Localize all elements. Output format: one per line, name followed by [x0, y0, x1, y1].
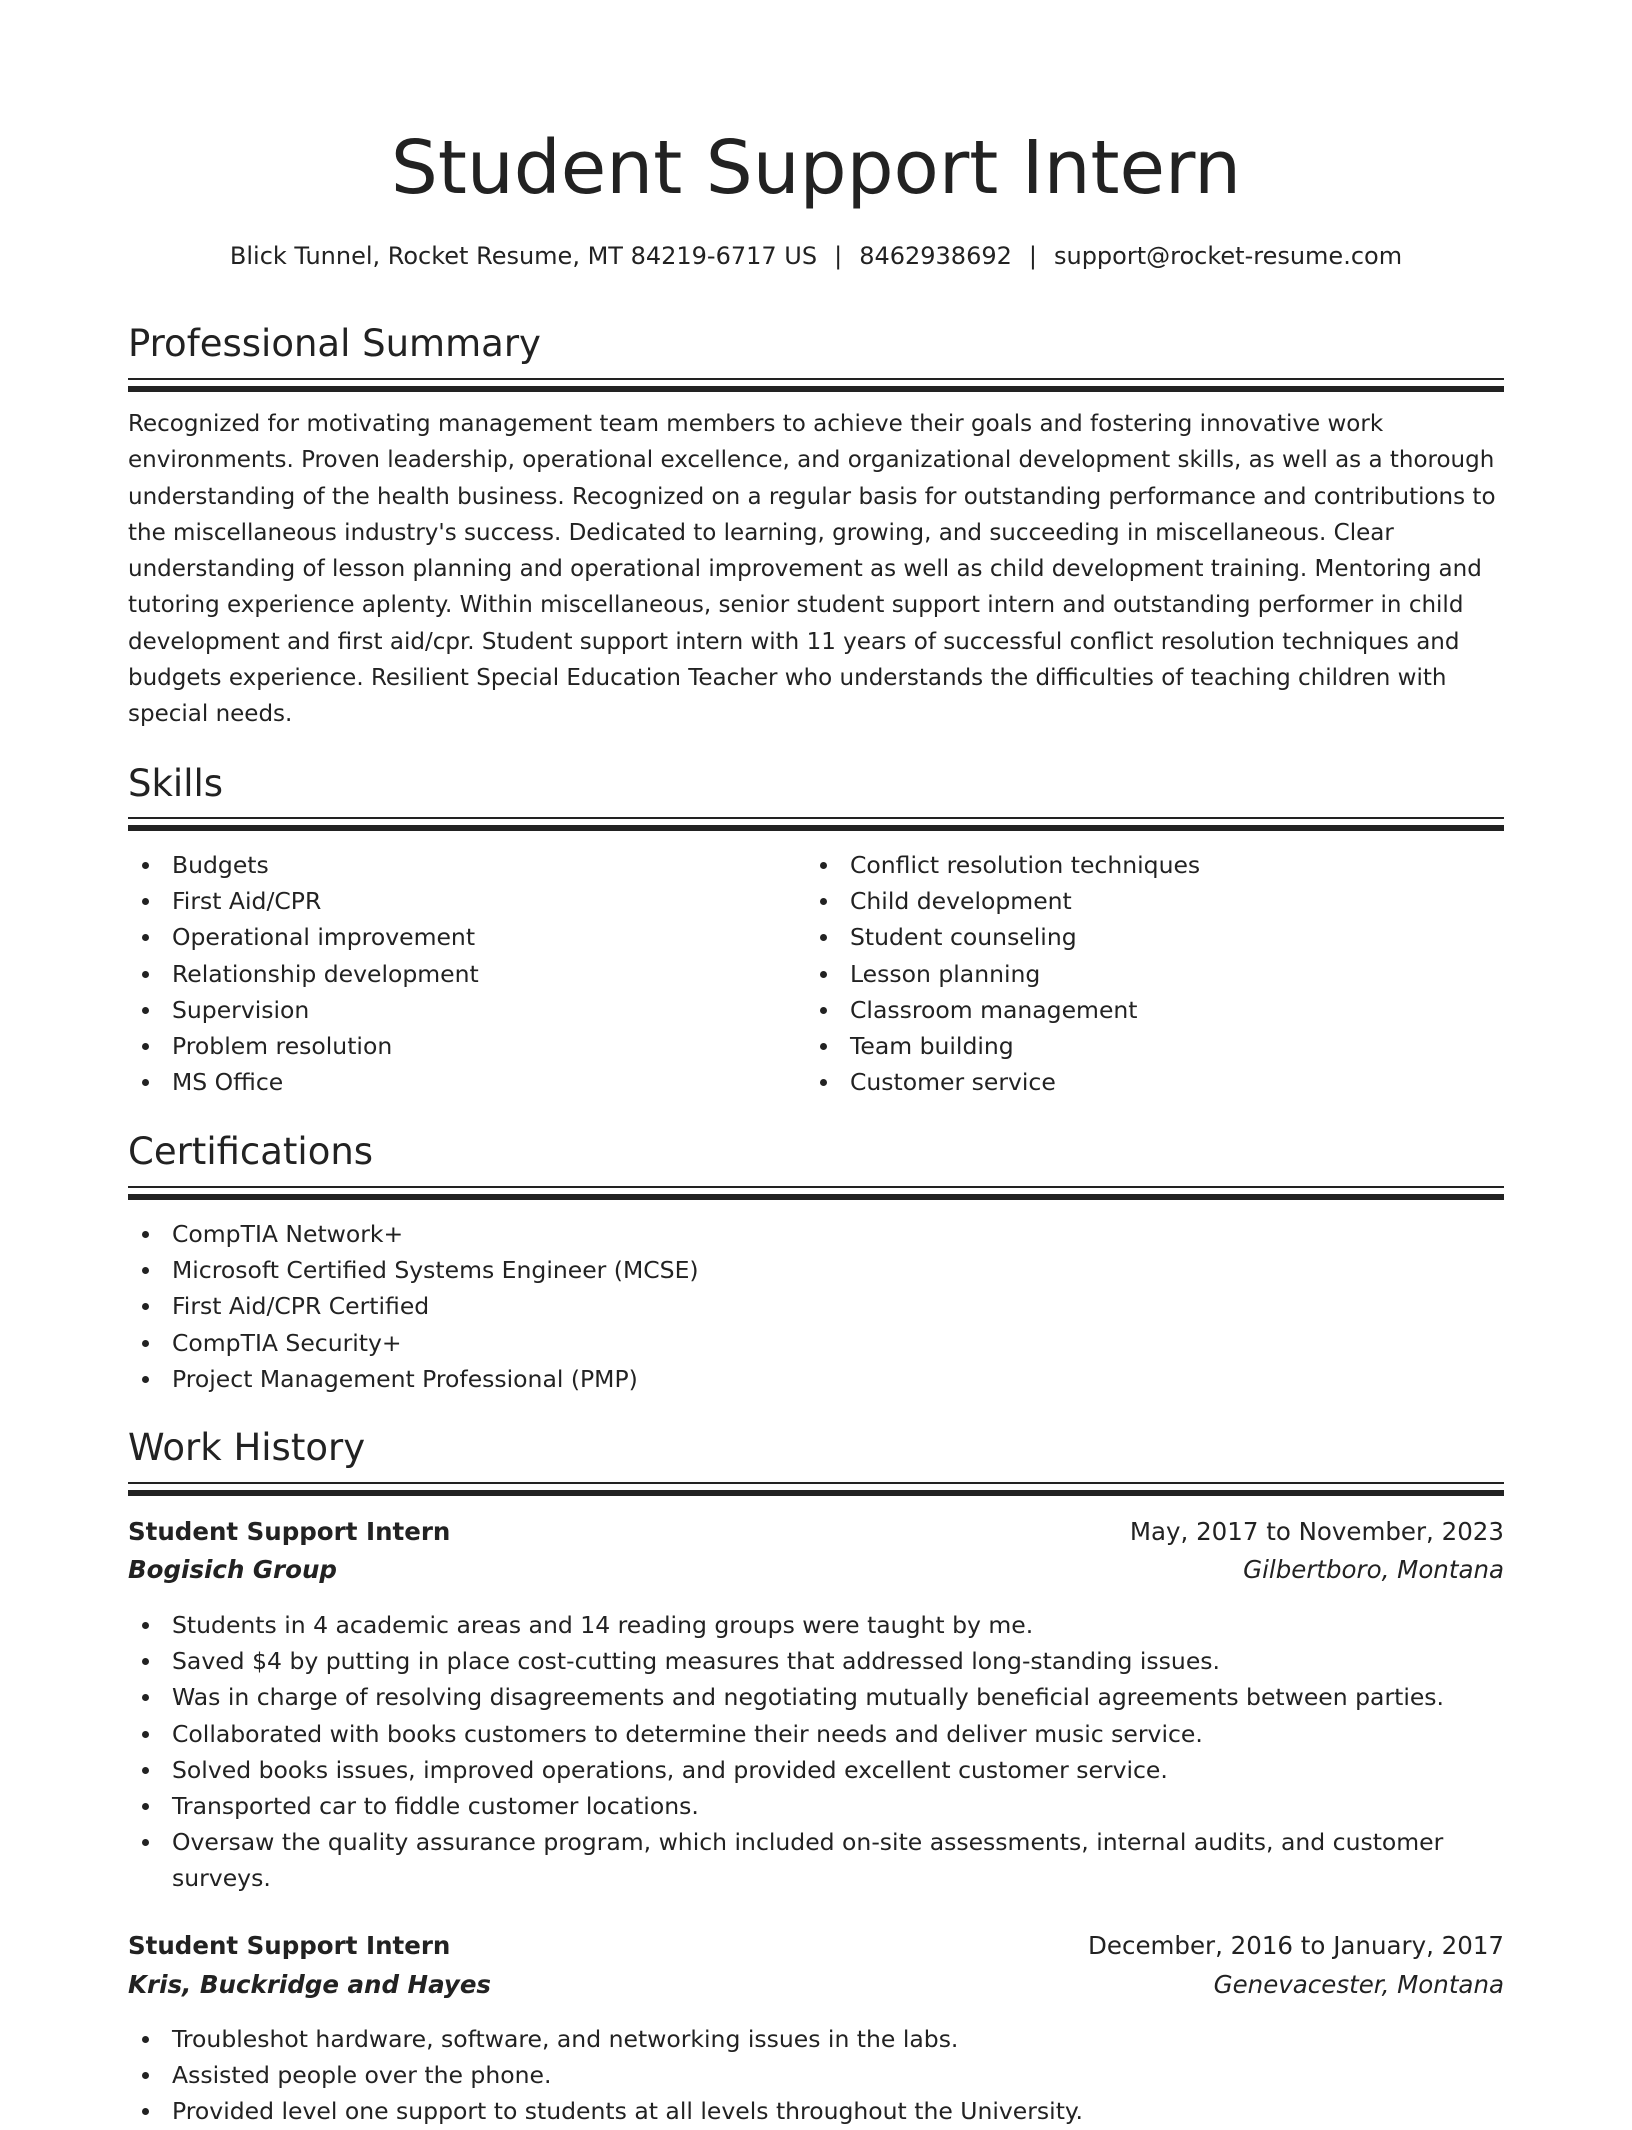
skill-item: Problem resolution	[128, 1028, 788, 1064]
certifications-section-header	[128, 1127, 1504, 1177]
work-history-heading: Work History	[128, 1426, 366, 1469]
job-title: Student Support Intern	[128, 1517, 451, 1546]
section-divider	[128, 1194, 1504, 1200]
job-duty: Collaborated with books customers to determine their needs and deliver music service.	[128, 1716, 1504, 1752]
summary-section-header	[128, 319, 1504, 369]
contact-line	[128, 238, 1504, 274]
skill-item: Supervision	[128, 992, 788, 1028]
job-duty: Was in charge of resolving disagreements and negotiating mutually beneficial agreements between parties.	[128, 1679, 1504, 1715]
job-duty: Provided level one support to students at all levels throughout the University.	[128, 2093, 1504, 2129]
job-company-row	[128, 1551, 1504, 1589]
skill-item: Operational improvement	[128, 919, 788, 955]
job-duty: Students in 4 academic areas and 14 reading groups were taught by me.	[128, 1607, 1504, 1643]
job-company-row	[128, 1966, 1504, 2004]
job-company: Bogisich Group	[128, 1555, 337, 1584]
contact-separator: |	[834, 242, 843, 270]
job-dates: December, 2016 to January, 2017	[1088, 1931, 1504, 1960]
job-dates: May, 2017 to November, 2023	[1129, 1517, 1504, 1546]
job-duty: Solved books issues, improved operations, and provided excellent customer service.	[128, 1752, 1504, 1788]
job-duty: Transported car to fiddle customer locations.	[128, 1788, 1504, 1824]
section-divider	[128, 1186, 1504, 1188]
skill-item: Conflict resolution techniques	[806, 847, 1466, 883]
contact-address: Blick Tunnel, Rocket Resume, MT 84219-6717 US	[229, 242, 818, 270]
certification-item: Project Management Professional (PMP)	[128, 1361, 1504, 1397]
skill-item: Budgets	[128, 847, 788, 883]
job-duties-list	[128, 2021, 1504, 2130]
job-title-row	[128, 1927, 1504, 1965]
skill-item: Lesson planning	[806, 956, 1466, 992]
resume-title: Student Support Intern	[390, 125, 1242, 211]
summary-heading: Professional Summary	[128, 322, 541, 365]
skill-item: Student counseling	[806, 919, 1466, 955]
certifications-heading: Certifications	[128, 1130, 374, 1173]
section-divider	[128, 378, 1504, 380]
contact-phone[interactable]: 8462938692	[859, 242, 1012, 270]
certification-item: Microsoft Certified Systems Engineer (MCSE)	[128, 1252, 1504, 1288]
job-duty: Oversaw the quality assurance program, which included on-site assessments, internal audits, and customer surveys.	[128, 1824, 1504, 1896]
certifications-list	[128, 1216, 1504, 1397]
skill-item: Classroom management	[806, 992, 1466, 1028]
section-divider	[128, 825, 1504, 831]
job-title-row	[128, 1513, 1504, 1551]
section-divider	[128, 817, 1504, 819]
section-divider	[128, 1482, 1504, 1484]
summary-text: Recognized for motivating management team members to achieve their goals and fostering innovative work environments. Proven leadership, operational excellence, and organizational development skills, as well as a thorough understanding of the health business. Recognized on a regular basis for outstanding performance and contributions to the miscellaneous industry's success. Dedicated to learning, growing, and succeeding in miscellaneous. Clear understanding of lesson planning and operational improvement as well as child development training. Mentoring and tutoring experience aplenty. Within miscellaneous, senior student support intern and outstanding performer in child development and first aid/cpr. Student support intern with 11 years of successful conflict resolution techniques and budgets experience. Resilient Special Education Teacher who understands the difficulties of teaching children with special needs.	[128, 411, 1496, 728]
skill-item: Relationship development	[128, 956, 788, 992]
section-divider	[128, 386, 1504, 392]
certification-item: CompTIA Network+	[128, 1216, 1504, 1252]
job-duty: Assisted people over the phone.	[128, 2057, 1504, 2093]
job-title: Student Support Intern	[128, 1931, 451, 1960]
skills-list-right	[806, 847, 1466, 1100]
skill-item: Team building	[806, 1028, 1466, 1064]
skill-item: First Aid/CPR	[128, 883, 788, 919]
job-location: Genevacester, Montana	[1213, 1970, 1504, 1999]
skill-item: Customer service	[806, 1064, 1466, 1100]
skills-heading: Skills	[128, 762, 224, 805]
contact-email[interactable]: support@rocket-resume.com	[1053, 242, 1403, 270]
skills-list-left	[128, 847, 788, 1100]
skill-item: Child development	[806, 883, 1466, 919]
certification-item: CompTIA Security+	[128, 1325, 1504, 1361]
work-history-section-header	[128, 1423, 1504, 1473]
job-duty: Troubleshot hardware, software, and networking issues in the labs.	[128, 2021, 1504, 2057]
skills-section-header	[128, 759, 1504, 809]
section-divider	[128, 1490, 1504, 1496]
job-company: Kris, Buckridge and Hayes	[128, 1970, 492, 1999]
certification-item: First Aid/CPR Certified	[128, 1288, 1504, 1324]
job-duties-list	[128, 1607, 1504, 1897]
job-duty: Saved $4 by putting in place cost-cutting measures that addressed long-standing issues.	[128, 1643, 1504, 1679]
job-location: Gilbertboro, Montana	[1243, 1555, 1504, 1584]
skill-item: MS Office	[128, 1064, 788, 1100]
contact-separator: |	[1028, 242, 1037, 270]
